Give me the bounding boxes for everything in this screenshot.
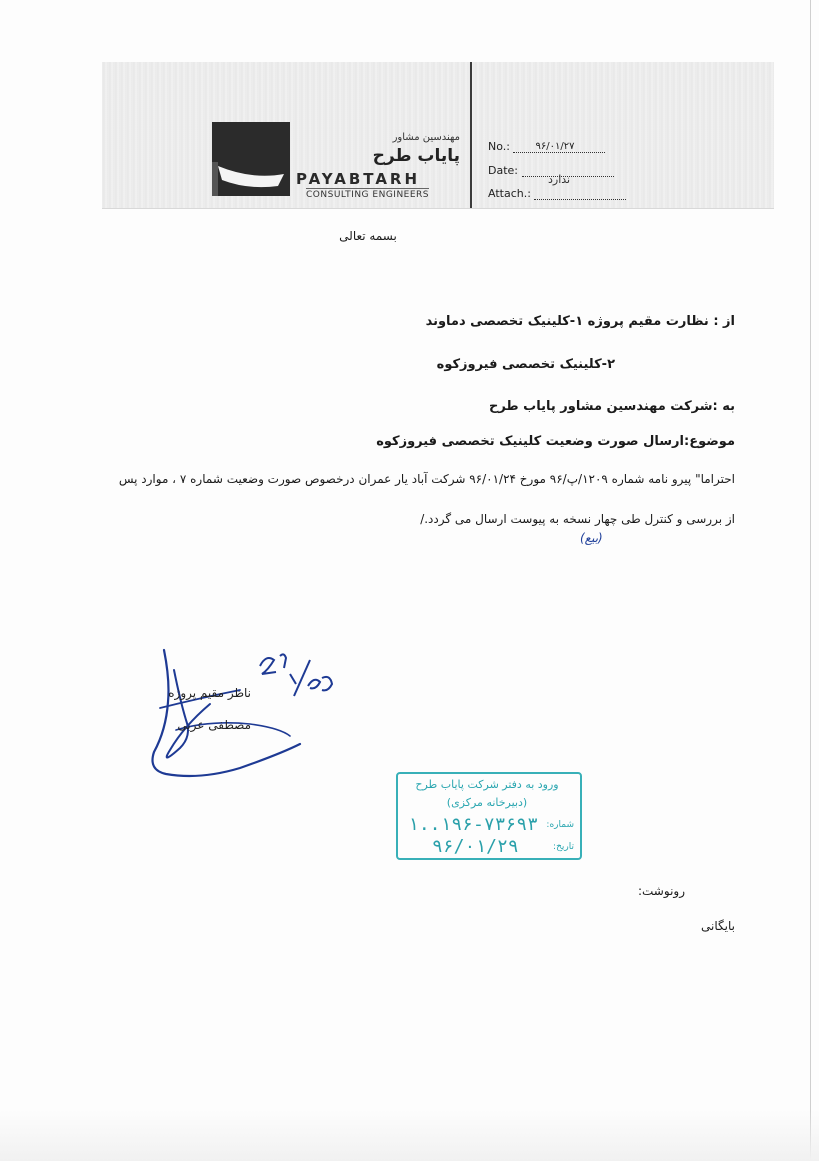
company-name-fa: پایاب طرح	[372, 146, 460, 166]
body-paragraph-line-2: از بررسی و کنترل طی چهار نسخه به پیوست ارسال می گردد./	[420, 512, 735, 526]
letter-number-row	[488, 140, 605, 153]
letter-attach-row	[488, 187, 626, 200]
from-line-second: ۲-کلینیک تخصصی فیروزکوه	[436, 357, 615, 372]
stamp-number-value: ۱..۱۹۶-۷۳۶۹۳	[408, 814, 539, 835]
company-name-en: PAYABTARH	[296, 170, 421, 188]
stamp-title: ورود به دفتر شرکت پایاب طرح	[415, 778, 559, 791]
letter-date-label: Date:	[488, 164, 518, 177]
body-paragraph-line-1: احتراما" پیرو نامه شماره ۱۲۰۹/پ/۹۶ مورخ ۹۶/۰۱/۲۴ شرکت آباد یار عمران درخصوص صورت وضعیت شماره ۷ ، موارد پس	[118, 472, 735, 486]
from-line: از : نظارت مقیم پروژه ۱-کلینیک تخصصی دماوند	[425, 314, 735, 329]
signer-title: ناظر مقیم پروژه	[168, 686, 251, 700]
company-logo	[212, 122, 290, 196]
letter-attach-field	[534, 189, 626, 200]
handwritten-date-icon	[250, 646, 340, 706]
scan-edge	[810, 0, 811, 1161]
scan-bottom-shadow	[0, 1110, 819, 1161]
stamp-subtitle: (دبیرخانه مرکزی)	[446, 796, 528, 809]
invocation: بسمه تعالی	[339, 229, 397, 243]
logo-mark-icon	[212, 122, 290, 196]
letter-number-value: ۹۶/۰۱/۲۷	[535, 141, 575, 152]
letter-number-label: No.:	[488, 140, 510, 153]
company-subtitle: CONSULTING ENGINEERS	[306, 190, 430, 200]
signer-name: مصطفی عربی	[177, 718, 251, 732]
subject-line: موضوع:ارسال صورت وضعیت کلینیک تخصصی فیروزکوه	[376, 434, 735, 449]
stamp-date-value: ۹۶/۰۱/۲۹	[432, 836, 519, 857]
receipt-stamp	[396, 772, 582, 860]
stamp-date-label: تاریخ:	[553, 842, 574, 852]
letter-attach-label: Attach.:	[488, 187, 531, 200]
letter-number-field	[513, 142, 605, 153]
cc-item: بایگانی	[701, 919, 735, 933]
closing-handwritten: (بیع)	[580, 531, 603, 545]
to-line: به :شرکت مهندسین مشاور پایاب طرح	[488, 399, 735, 414]
cc-label: رونوشت:	[637, 884, 685, 898]
stamp-number-label: شماره:	[546, 820, 574, 830]
company-name-fa-prefix: مهندسین مشاور	[392, 132, 460, 143]
letterhead-divider	[470, 62, 472, 208]
attach-handwritten: ندارد	[548, 173, 571, 186]
